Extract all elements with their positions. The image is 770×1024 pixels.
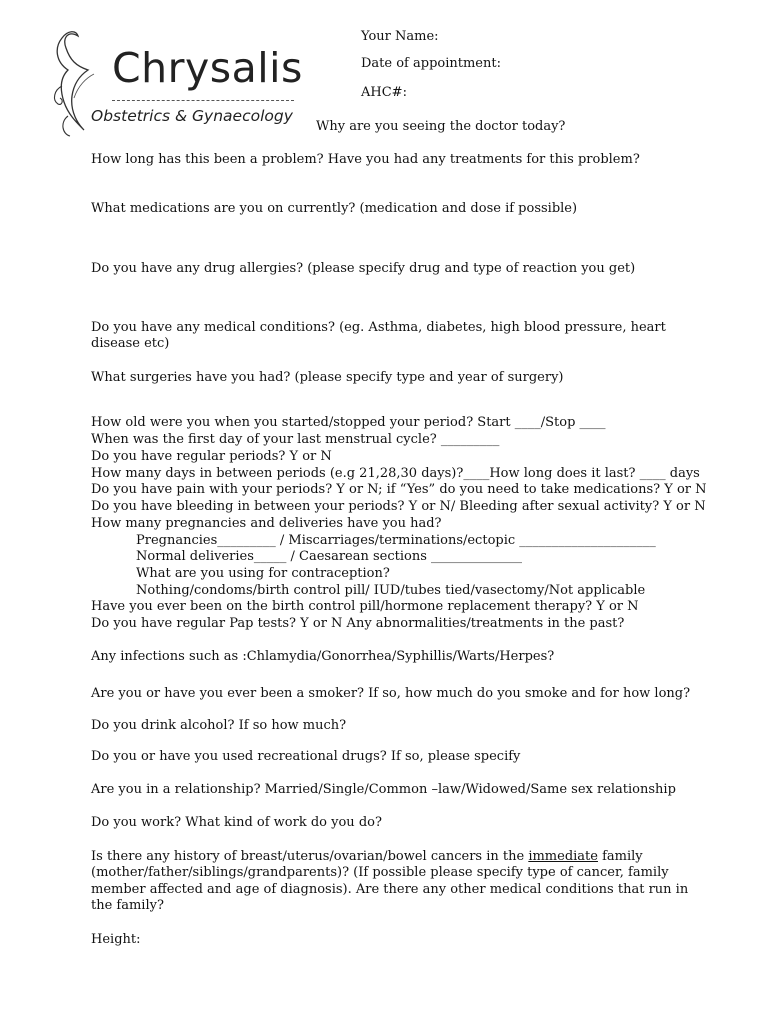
pregnancies-question: How many pregnancies and deliveries have you had?: [91, 516, 442, 531]
clinic-logo: [48, 26, 308, 144]
contraception-options[interactable]: Nothing/condoms/birth control pill/ IUD/tubes tied/vasectomy/Not applicable: [136, 583, 646, 598]
alcohol-question[interactable]: Do you drink alcohol? If so how much?: [91, 718, 347, 733]
family-history-line-2: (mother/father/siblings/grandparents)? (If possible please specify type of cancer, family: [91, 865, 669, 880]
infections-question[interactable]: Any infections such as :Chlamydia/Gonorrhea/Syphillis/Warts/Herpes?: [91, 649, 555, 664]
logo-divider: [112, 100, 294, 101]
intermenstrual-bleeding-question[interactable]: Do you have bleeding in between your periods? Y or N/ Bleeding after sexual activity? Y or N: [91, 499, 706, 514]
logo-title: Chrysalis: [112, 44, 303, 92]
medical-conditions-question-cont: disease etc): [91, 336, 170, 351]
surgeries-question[interactable]: What surgeries have you had? (please specify type and year of surgery): [91, 370, 564, 385]
relationship-question[interactable]: Are you in a relationship? Married/Single/Common –law/Widowed/Same sex relationship: [91, 782, 676, 797]
immediate-underlined: immediate: [528, 849, 598, 864]
family-history-line-3: member affected and age of diagnosis). Are there any other medical conditions that run in: [91, 882, 689, 897]
butterfly-icon: [48, 26, 118, 144]
deliveries-line[interactable]: Normal deliveries_____ / Caesarean sections ______________: [136, 549, 523, 564]
logo-subtitle: Obstetrics & Gynaecology: [91, 107, 293, 125]
family-history-line-4: the family?: [91, 898, 164, 913]
problem-duration-question[interactable]: How long has this been a problem? Have you had any treatments for this problem?: [91, 152, 640, 167]
family-history-question[interactable]: [91, 848, 643, 865]
appointment-date-field[interactable]: Date of appointment:: [361, 56, 501, 71]
regular-periods-question[interactable]: Do you have regular periods? Y or N: [91, 449, 332, 464]
period-pain-question[interactable]: Do you have pain with your periods? Y or N; if “Yes” do you need to take medications? Y or N: [91, 482, 707, 497]
family-history-text-b: family: [597, 849, 643, 864]
smoker-question[interactable]: Are you or have you ever been a smoker? If so, how much do you smoke and for how long?: [91, 686, 691, 701]
medical-conditions-question[interactable]: Do you have any medical conditions? (eg. Asthma, diabetes, high blood pressure, heart: [91, 320, 666, 335]
ahc-number-field[interactable]: AHC#:: [361, 85, 407, 100]
pap-test-question[interactable]: Do you have regular Pap tests? Y or N Any abnormalities/treatments in the past?: [91, 616, 625, 631]
contraception-question: What are you using for contraception?: [136, 566, 390, 581]
recreational-drugs-question[interactable]: Do you or have you used recreational drugs? If so, please specify: [91, 749, 521, 764]
cycle-length-question[interactable]: How many days in between periods (e.g 21,28,30 days)?____How long does it last? ____ days: [91, 466, 700, 481]
visit-reason-question[interactable]: Why are you seeing the doctor today?: [316, 119, 566, 134]
drug-allergies-question[interactable]: Do you have any drug allergies? (please specify drug and type of reaction you get): [91, 261, 636, 276]
period-start-stop-question[interactable]: How old were you when you started/stopped your period? Start ____/Stop ____: [91, 415, 606, 430]
hrt-question[interactable]: Have you ever been on the birth control pill/hormone replacement therapy? Y or N: [91, 599, 639, 614]
medications-question[interactable]: What medications are you on currently? (medication and dose if possible): [91, 201, 578, 216]
pregnancies-line[interactable]: Pregnancies_________ / Miscarriages/terminations/ectopic _____________________: [136, 533, 656, 548]
height-field[interactable]: Height:: [91, 932, 141, 947]
work-question[interactable]: Do you work? What kind of work do you do?: [91, 815, 382, 830]
your-name-field[interactable]: Your Name:: [361, 29, 439, 44]
last-cycle-question[interactable]: When was the first day of your last menstrual cycle? _________: [91, 432, 500, 447]
family-history-text-a: Is there any history of breast/uterus/ovarian/bowel cancers in the: [91, 849, 529, 864]
